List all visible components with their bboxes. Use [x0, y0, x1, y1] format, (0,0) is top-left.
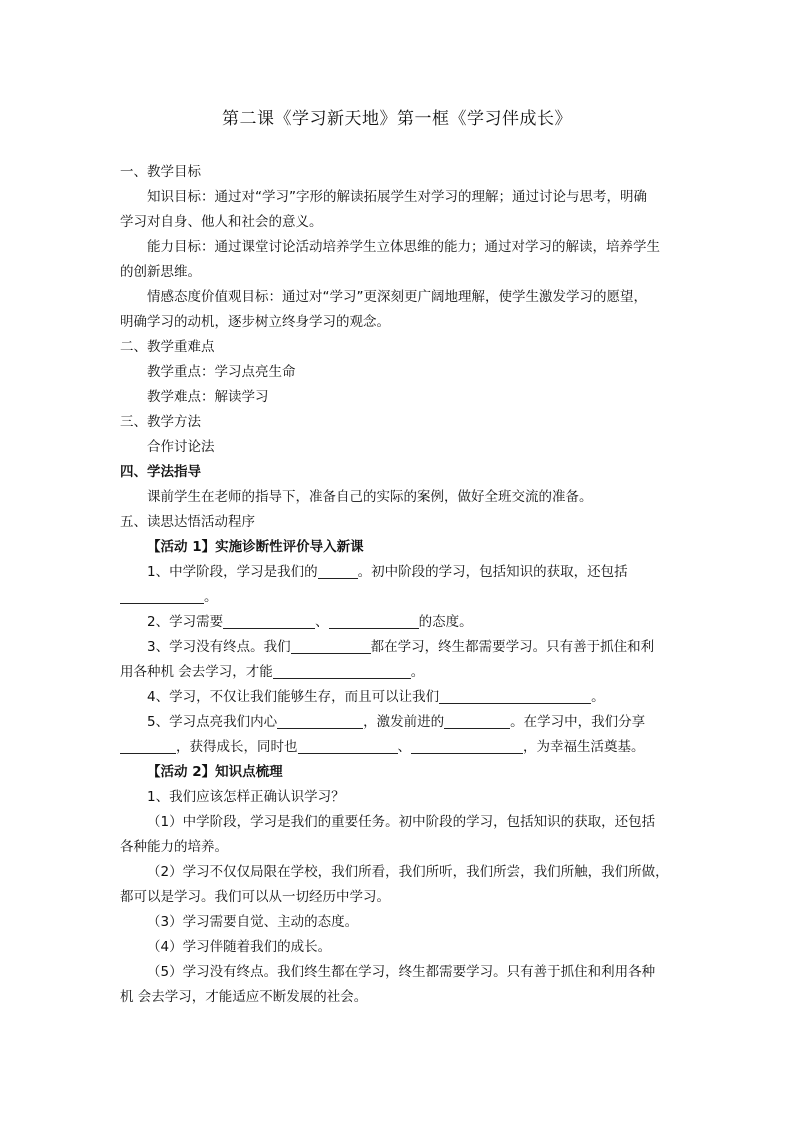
activity-1-question-1 [120, 560, 690, 585]
section-heading-guidance: 四、学法指导 [120, 464, 201, 480]
question-text: 。初中阶段的学习，包括知识的获取，还包括 [357, 564, 628, 580]
activity-1-question-5-cont [120, 735, 690, 760]
fill-blank [329, 614, 419, 629]
fill-blank [273, 664, 411, 679]
question-text: 。 [591, 689, 605, 705]
knowledge-objective-line-1: 知识目标：通过对“学习”字形的解读拓展学生对学习的理解；通过讨论与思考，明确 [147, 189, 647, 205]
ability-objective-line-2: 的创新思维。 [120, 264, 201, 280]
section-heading-keypoints: 二、教学重难点 [120, 339, 215, 355]
knowledge-objective-line-2: 学习对自身、他人和社会的意义。 [120, 214, 323, 230]
fill-blank [291, 639, 371, 654]
answer-3: （3）学习需要自觉、主动的态度。 [147, 914, 359, 930]
answer-5-line-2: 机 会去学习，才能适应不断发展的社会。 [120, 989, 368, 1005]
answer-1-line-2: 各种能力的培养。 [120, 839, 228, 855]
question-text: 1、中学阶段，学习是我们的 [147, 564, 318, 580]
fill-blank [444, 714, 510, 729]
question-text: 5、学习点亮我们内心 [147, 714, 278, 730]
emotion-objective-line-2: 明确学习的动机，逐步树立终身学习的观念。 [120, 314, 390, 330]
question-text: 用各种机 会去学习，才能 [120, 664, 273, 680]
activity-2-title: 【活动 2】知识点梳理 [147, 764, 283, 780]
section-heading-objectives: 一、教学目标 [120, 164, 201, 180]
question-text: 。 [410, 664, 425, 680]
guidance-text: 课前学生在老师的指导下，准备自己的实际的案例，做好全班交流的准备。 [147, 489, 593, 505]
answer-2-line-2: 都可以是学习。我们可以从一切经历中学习。 [120, 889, 390, 905]
question-text: 。在学习中，我们分享 [510, 714, 646, 730]
question-text: ，为幸福生活奠基。 [523, 739, 645, 755]
question-text: 、 [315, 614, 329, 630]
activity-1-question-3 [120, 635, 690, 660]
answer-2-line-1: （2）学习不仅仅局限在学校，我们所看，我们所听，我们所尝，我们所触，我们所做， [147, 864, 669, 880]
ability-objective-line-1: 能力目标：通过课堂讨论活动培养学生立体思维的能力；通过对学习的解读，培养学生 [147, 239, 660, 255]
question-text: 。 [204, 589, 218, 605]
section-heading-method: 三、教学方法 [120, 414, 201, 430]
page-title: 第二课《学习新天地》第一框《学习伴成长》 [222, 109, 572, 129]
question-text: 的态度。 [418, 614, 473, 630]
difficult-point: 教学难点：解读学习 [147, 389, 269, 405]
activity-1-title: 【活动 1】实施诊断性评价导入新课 [147, 539, 364, 555]
activity-1-question-4 [120, 685, 690, 710]
activity-1-question-2 [120, 610, 690, 635]
document-body [120, 160, 690, 1010]
fill-blank [120, 739, 176, 754]
activity-1-question-1-cont [120, 585, 690, 610]
fill-blank [411, 739, 523, 754]
activity-1-question-5 [120, 710, 690, 735]
emotion-objective-line-1: 情感态度价值观目标：通过对“学习”更深刻更广阔地理解，使学生激发学习的愿望， [147, 289, 647, 305]
fill-blank [120, 589, 204, 604]
answer-5-line-1: （5）学习没有终点。我们终生都在学习，终生都需要学习。只有善于抓住和利用各种 [147, 964, 656, 980]
question-text: ，激发前进的 [363, 714, 445, 730]
answer-4: （4）学习伴随着我们的成长。 [147, 939, 332, 955]
teaching-method: 合作讨论法 [147, 439, 215, 455]
question-text: 4、学习，不仅让我们能够生存，而且可以让我们 [147, 689, 440, 705]
question-text: 3、学习没有终点。我们 [147, 639, 291, 655]
activity-2-question-1: 1、我们应该怎样正确认识学习？ [147, 789, 345, 805]
answer-1-line-1: （1）中学阶段，学习是我们的重要任务。初中阶段的学习，包括知识的获取，还包括 [147, 814, 656, 830]
fill-blank [318, 564, 358, 579]
section-heading-procedure: 五、读思达悟活动程序 [120, 514, 255, 530]
fill-blank [277, 714, 363, 729]
question-text: 都在学习，终生都需要学习。只有善于抓住和利 [370, 639, 655, 655]
question-text: 、 [397, 739, 411, 755]
fill-blank [439, 689, 591, 704]
activity-1-question-3-cont [120, 660, 690, 685]
fill-blank [298, 739, 398, 754]
question-text: 2、学习需要 [147, 614, 224, 630]
fill-blank [223, 614, 315, 629]
question-text: ，获得成长，同时也 [176, 739, 298, 755]
key-point: 教学重点：学习点亮生命 [147, 364, 296, 380]
